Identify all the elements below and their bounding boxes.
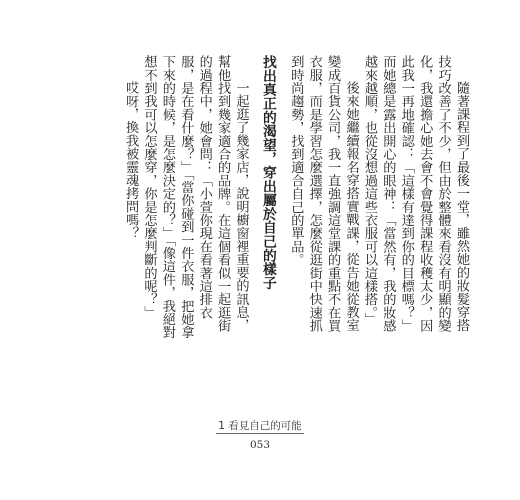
footer-divider xyxy=(216,433,304,434)
paragraph-3: 一起逛了幾家店，說明櫥窗裡重要的訊息，幫他找到幾家適合的品牌。在這個看似一起逛街的過程中，她會問：「小萱你現在看著這排衣服，是在看什麼？」「當你碰到一件衣服，把她拿下來的時候，是怎麼決定的？」「像這件，我絕對想不到我可以怎麼穿，你是怎麼判斷的呢？」 xyxy=(141,55,249,339)
page-number: 053 xyxy=(249,439,271,451)
body-text xyxy=(121,55,470,339)
paragraph-1: 隨著課程到了最後一堂，雖然她的妝髮穿搭技巧改善了不少，但由於整體來看沒有明顯的變化，我還擔心她去會不會覺得課程收穫太少，因此我一再地確認：「這樣有達到你的目標嗎？」而她總是露出開心的眼神：「當然有，我的妝感越來越順，也從沒想過這些衣服可以這樣搭。」 xyxy=(361,55,469,333)
chapter-title: 1 看見自己的可能 xyxy=(218,420,302,432)
paragraph-4: 哎呀，換我被靈魂拷問嗎？ xyxy=(123,81,139,240)
section-heading: 找出真正的渴望，穿出屬於自己的樣子 xyxy=(259,55,276,290)
paragraph-2: 後來她繼續報名穿搭實戰課，從告她從教室變成百貨公司，我一直強調這堂課的重點不在買衣服，而是學習怎麼選擇，怎麼從逛街中快速抓到時尚趨勢，找到適合自己的單品。 xyxy=(288,55,359,333)
